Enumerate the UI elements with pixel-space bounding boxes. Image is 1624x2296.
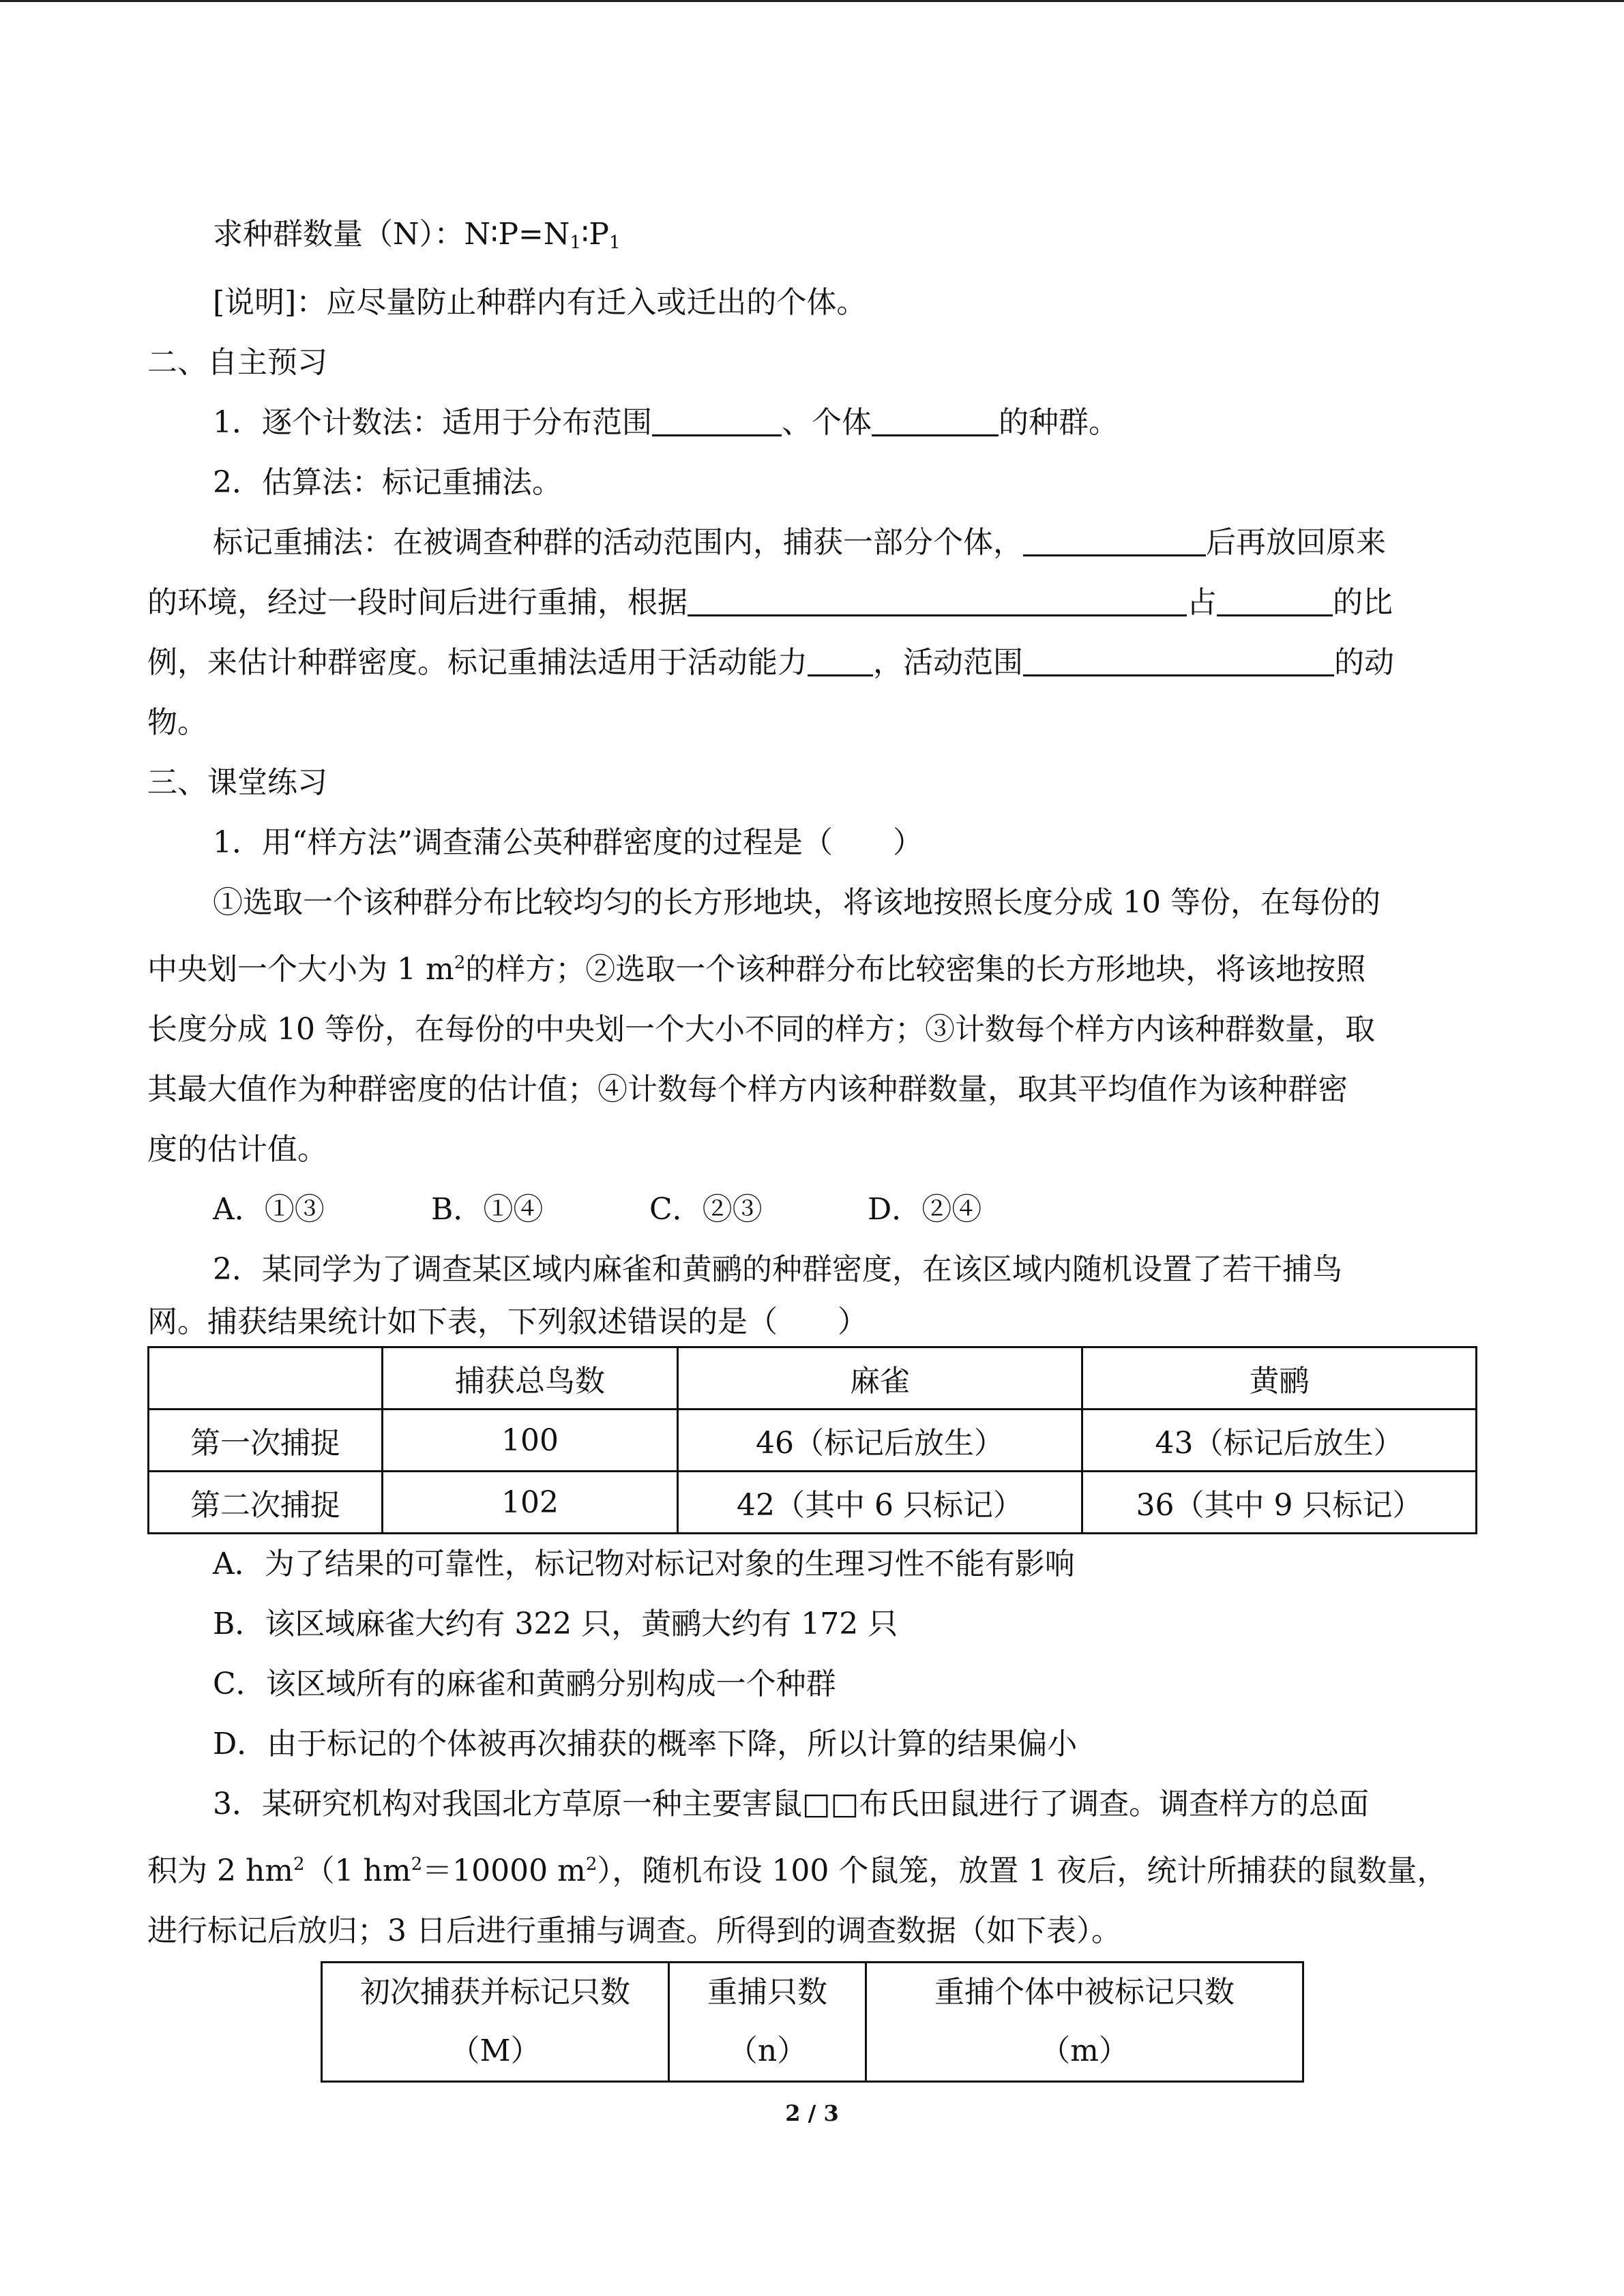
rodent-survey-table: [321, 1961, 1304, 2083]
exercise-1-body: [147, 933, 1477, 1000]
table-cell: 捕获总鸟数: [383, 1347, 678, 1410]
formula-line: [147, 205, 1477, 273]
table-cell: 42（其中 6 只标记）: [678, 1472, 1082, 1534]
table-header-row: [322, 1963, 1303, 2082]
mark-recapture-line-4: 物。: [147, 705, 207, 740]
answer-blank[interactable]: [1023, 650, 1334, 676]
table-cell: [669, 1963, 866, 2082]
question-text: 的样方；②选取一个该种群分布比较密集的长方形地块，将该地按照: [465, 952, 1366, 987]
exercise-1-body: 度的估计值。: [147, 1132, 327, 1167]
question-text: ＝10000 m: [422, 1853, 586, 1888]
question-text: 占: [1187, 585, 1217, 620]
bird-capture-table: [147, 1346, 1477, 1534]
table-row: [149, 1472, 1477, 1534]
cell-text: 重捕只数: [707, 1975, 827, 2010]
section-heading: 三、课堂练习: [147, 765, 327, 800]
question-text: 的种群。: [999, 405, 1119, 440]
exercise-1-body: 长度分成 10 等份，在每份的中央划一个大小不同的样方；③计数每个样方内该种群数量，取: [147, 1012, 1375, 1047]
table-cell: 第一次捕捉: [149, 1410, 383, 1472]
table-row: [149, 1410, 1477, 1472]
exercise-2-option-d[interactable]: D．由于标记的个体被再次捕获的概率下降，所以计算的结果偏小: [213, 1727, 1078, 1761]
exercise-2-stem: 2．某同学为了调查某区域内麻雀和黄鹂的种群密度，在该区域内随机设置了若干捕鸟: [213, 1252, 1342, 1287]
exercise-2-option-b[interactable]: B．该区域麻雀大约有 322 只，黄鹂大约有 172 只: [213, 1607, 898, 1641]
table-cell: 46（标记后放生）: [678, 1410, 1082, 1472]
answer-blank[interactable]: [652, 410, 782, 436]
table-cell: [866, 1963, 1303, 2082]
exercise-1-options: [147, 1180, 1477, 1240]
table-cell: 第二次捕捉: [149, 1472, 383, 1534]
question-text: 积为 2 hm: [147, 1853, 294, 1888]
superscript: 2: [411, 1854, 423, 1875]
answer-blank[interactable]: [688, 590, 1187, 616]
mark-recapture-line-1: [147, 513, 1477, 573]
question-1: [147, 393, 1477, 453]
table-cell: 黄鹂: [1082, 1347, 1477, 1410]
mark-recapture-line-2: [147, 573, 1477, 633]
table-cell: [149, 1347, 383, 1410]
cell-text: 重捕个体中被标记只数: [934, 1975, 1235, 2010]
note-line: [说明]：应尽量防止种群内有迁入或迁出的个体。: [213, 285, 867, 320]
exercise-3-stem: 进行标记后放归；3 日后进行重捕与调查。所得到的调查数据（如下表）。: [147, 1913, 1121, 1948]
table-cell: [322, 1963, 669, 2082]
question-text: 例，来估计种群密度。标记重捕法适用于活动能力: [147, 645, 808, 680]
answer-blank[interactable]: [808, 650, 873, 676]
table-header-row: [149, 1347, 1477, 1410]
question-text: （1 hm: [304, 1853, 411, 1888]
cell-text: （m）: [1040, 2033, 1129, 2068]
question-text: 的比: [1333, 585, 1393, 620]
answer-blank[interactable]: [1217, 590, 1333, 616]
table-cell: 43（标记后放生）: [1082, 1410, 1477, 1472]
table-cell: 100: [383, 1410, 678, 1472]
question-text: 、个体: [782, 405, 872, 440]
table-cell: 102: [383, 1472, 678, 1534]
question-2: 2．估算法：标记重捕法。: [213, 465, 562, 500]
table-cell: 麻雀: [678, 1347, 1082, 1410]
exercise-1-body: 其最大值作为种群密度的估计值；④计数每个样方内该种群数量，取其平均值作为该种群密: [147, 1072, 1348, 1107]
question-text: ），随机布设 100 个鼠笼，放置 1 夜后，统计所捕获的鼠数量，: [597, 1853, 1447, 1888]
question-text: 中央划一个大小为 1 m: [147, 952, 454, 987]
exercise-2-option-c[interactable]: C．该区域所有的麻雀和黄鹂分别构成一个种群: [213, 1667, 836, 1701]
cell-text: 初次捕获并标记只数: [360, 1975, 630, 2010]
exercise-3-stem: 3．某研究机构对我国北方草原一种主要害鼠□□布氏田鼠进行了调查。调查样方的总面: [213, 1787, 1370, 1821]
section-heading: 二、自主预习: [147, 345, 327, 380]
cell-text: （n）: [727, 2033, 808, 2068]
formula-text: 求种群数量（N）：N∶P=N: [213, 217, 570, 252]
option-d[interactable]: D．②④: [868, 1192, 982, 1227]
question-text: 标记重捕法：在被调查种群的活动范围内，捕获一部分个体，: [213, 525, 1023, 560]
answer-blank[interactable]: [1023, 530, 1206, 556]
exercise-1-body: ①选取一个该种群分布比较均匀的长方形地块，将该地按照长度分成 10 等份，在每份的: [213, 885, 1381, 920]
exercise-3-stem: [147, 1834, 1477, 1901]
formula-subscript: 1: [609, 233, 621, 253]
formula-subscript: 1: [570, 233, 581, 253]
exercise-1-stem: 1．用“样方法”调查蒲公英种群密度的过程是（ ）: [213, 825, 923, 860]
cell-text: （M）: [449, 2033, 541, 2068]
superscript: 2: [585, 1854, 597, 1875]
page-content: [147, 205, 1477, 2083]
question-text: 后再放回原来: [1206, 525, 1386, 560]
exercise-2-option-a[interactable]: A．为了结果的可靠性，标记物对标记对象的生理习性不能有影响: [213, 1547, 1075, 1581]
option-a[interactable]: A．①③: [213, 1192, 325, 1227]
answer-blank[interactable]: [872, 410, 999, 436]
question-text: 的动: [1334, 645, 1394, 680]
question-text: 的环境，经过一段时间后进行重捕，根据: [147, 585, 688, 620]
option-b[interactable]: B．①④: [431, 1192, 544, 1227]
option-c[interactable]: C．②③: [649, 1192, 763, 1227]
table-cell: 36（其中 9 只标记）: [1082, 1472, 1477, 1534]
top-border: [0, 0, 1624, 2]
superscript: 2: [293, 1854, 305, 1875]
exercise-2-stem: 网。捕获结果统计如下表，下列叙述错误的是（ ）: [147, 1304, 868, 1339]
mark-recapture-line-3: [147, 633, 1477, 693]
question-text: 1．逐个计数法：适用于分布范围: [213, 405, 652, 440]
page-number: 2 / 3: [785, 2100, 839, 2126]
formula-text: ∶P: [580, 217, 610, 252]
question-text: ，活动范围: [873, 645, 1023, 680]
superscript: 2: [454, 953, 466, 973]
